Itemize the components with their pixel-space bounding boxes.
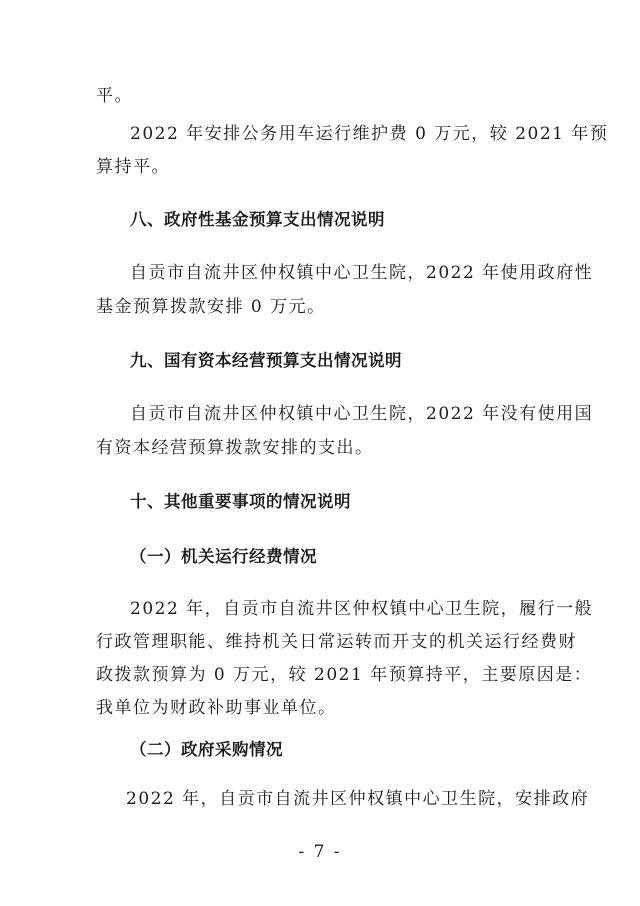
subsection-heading-2: （二）政府采购情况 <box>130 740 283 759</box>
paragraph-line: 平。 <box>96 86 133 106</box>
paragraph-line: 政拨款预算为 0 万元，较 2021 年预算持平，主要原因是： <box>96 665 593 685</box>
subsection-heading-1: （一）机关运行经费情况 <box>130 547 317 566</box>
paragraph-line: 2022 年，自贡市自流井区仲权镇中心卫生院，履行一般 <box>130 599 594 619</box>
paragraph-line: 2022 年，自贡市自流井区仲权镇中心卫生院，安排政府 <box>126 789 590 809</box>
paragraph-line: 2022 年安排公务用车运行维护费 0 万元，较 2021 年预 <box>130 124 609 144</box>
paragraph-line: 自贡市自流井区仲权镇中心卫生院，2022 年没有使用国 <box>130 404 594 424</box>
section-heading-9: 九、国有资本经营预算支出情况说明 <box>130 351 402 370</box>
paragraph-line: 自贡市自流井区仲权镇中心卫生院，2022 年使用政府性 <box>130 263 594 283</box>
paragraph-line: 行政管理职能、维持机关日常运转而开支的机关运行经费财 <box>96 632 577 652</box>
paragraph-line: 算持平。 <box>96 157 170 177</box>
paragraph-line: 我单位为财政补助事业单位。 <box>96 698 337 718</box>
section-heading-8: 八、政府性基金预算支出情况说明 <box>130 210 385 229</box>
paragraph-line: 基金预算拨款安排 0 万元。 <box>96 297 326 317</box>
paragraph-line: 有资本经营预算拨款安排的支出。 <box>96 438 374 458</box>
section-heading-10: 十、其他重要事项的情况说明 <box>130 492 351 511</box>
page-number: - 7 - <box>298 842 342 862</box>
